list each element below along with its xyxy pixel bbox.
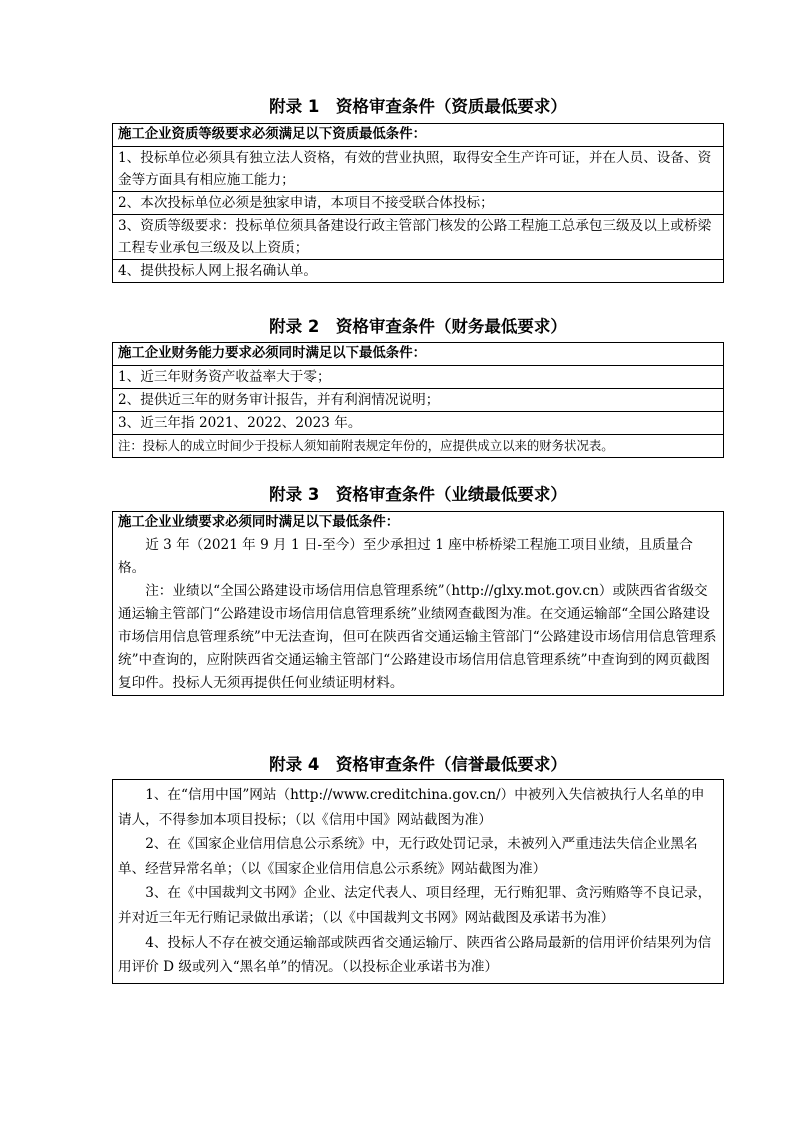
appendix-4-item-3: 3、在《中国裁判文书网》企业、法定代表人、项目经理，无行贿犯罪、贪污贿赂等不良记录，并对近三年无行贿记录做出承诺；（以《中国裁判文书网》网站截图及承诺书为准） (118, 885, 712, 926)
appendix-4-item-4: 4、投标人不存在被交通运输部或陕西省交通运输厅、陕西省公路局最新的信用评价结果列为信用评价 D 级或列入“黑名单”的情况。（以投标企业承诺书为准） (118, 934, 712, 976)
appendix-3-title: 附录 3 资格审查条件（业绩最低要求） (269, 485, 567, 504)
appendix-2-note: 注：投标人的成立时间少于投标人须知前附表规定年份的，应提供成立以来的财务状况表。 (113, 434, 723, 457)
appendix-2-item-3: 3、近三年指 2021、2022、2023 年。 (113, 411, 723, 434)
appendix-1-header: 施工企业资质等级要求必须满足以下资质最低条件： (118, 127, 426, 142)
appendix-1-item-4: 4、提供投标人网上报名确认单。 (113, 259, 723, 282)
appendix-1-item-1: 1、投标单位必须具有独立法人资格，有效的营业执照，取得安全生产许可证，并在人员、设备、资金等方面具有相应施工能力； (113, 146, 723, 191)
appendix-3-requirement: 近 3 年（2021 年 9 月 1 日-至今）至少承担过 1 座中桥桥梁工程施工项目业绩，且质量合格。 (118, 537, 693, 576)
appendix-2-header: 施工企业财务能力要求必须同时满足以下最低条件： (118, 346, 426, 361)
appendix-1-table (112, 123, 724, 283)
appendix-4-item-2: 2、在《国家企业信用信息公示系统》中，无行政处罚记录，未被列入严重违法失信企业黑名单、经营异常名单；（以《国家企业信用信息公示系统》网站截图为准） (118, 836, 698, 877)
appendix-2-item-2: 2、提供近三年的财务审计报告，并有利润情况说明； (113, 388, 723, 411)
appendix-1-title: 附录 1 资格审查条件（资质最低要求） (269, 97, 567, 116)
appendix-4-table (112, 779, 724, 984)
appendix-2-table (112, 342, 724, 458)
appendix-1-item-3: 3、资质等级要求：投标单位须具备建设行政主管部门核发的公路工程施工总承包三级及以上或桥梁工程专业承包三级及以上资质； (113, 214, 723, 259)
appendix-3-table (112, 511, 724, 696)
appendix-4-item-1: 1、在“信用中国”网站（http://www.creditchina.gov.cn/）中被列入失信被执行人名单的申请人，不得参加本项目投标；（以《信用中国》网站截图为准） (118, 787, 705, 828)
appendix-3-note: 注：业绩以“全国公路建设市场信用信息管理系统”（http://glxy.mot.gov.cn）或陕西省省级交通运输主管部门“公路建设市场信用信息管理系统”业绩网查截图为准。在交通运输部“全国公路建设市场信用信息管理系统”中无法查询，但可在陕西省交通运输主管部门“公路建设市场信用信息管理系统”中查询的，应附陕西省交通运输主管部门“公路建设市场信用信息管理系统”中查询到的网页截图复印件。投标人无须再提供任何业绩证明材料。 (118, 583, 717, 691)
appendix-3-header: 施工企业业绩要求必须同时满足以下最低条件： (118, 515, 400, 530)
appendix-1-item-2: 2、本次投标单位必须是独家申请，本项目不接受联合体投标； (113, 191, 723, 214)
appendix-2-item-1: 1、近三年财务资产收益率大于零； (113, 365, 723, 388)
appendix-2-title: 附录 2 资格审查条件（财务最低要求） (269, 317, 567, 336)
appendix-4-title: 附录 4 资格审查条件（信誉最低要求） (269, 755, 567, 774)
